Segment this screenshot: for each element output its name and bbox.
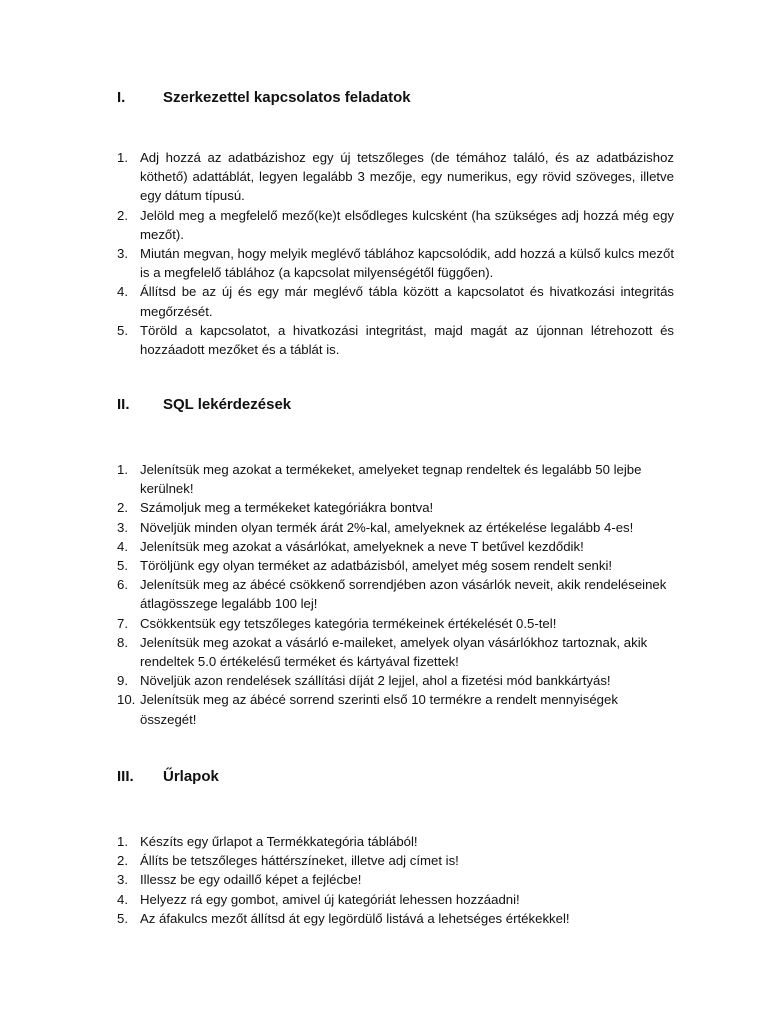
item-number: 2. <box>117 207 128 223</box>
item-text: Töröljünk egy olyan terméket az adatbázisból, amelyet még sosem rendelt senki! <box>140 558 613 574</box>
item-number: 7. <box>117 615 128 631</box>
item-text: Jelöld meg a megfelelő mező(ke)t elsődleges kulcsként (ha szükséges adj hozzá még egy mezőt). <box>140 207 674 242</box>
item-text: Töröld a kapcsolatot, a hivatkozási integritást, majd magát az újonnan létrehozott és hozzáadott mezőket és a táblát is. <box>140 322 674 358</box>
section-heading-2 <box>117 396 291 413</box>
list-item <box>117 832 674 851</box>
item-number: 4. <box>117 891 128 907</box>
item-text: Állíts be tetszőleges háttérszíneket, illetve adj címet is! <box>140 853 459 869</box>
list-item <box>117 518 674 537</box>
item-number: 4. <box>117 284 128 300</box>
list-item <box>117 870 674 889</box>
item-number: 4. <box>117 538 128 554</box>
section-title: SQL lekérdezések <box>163 396 292 413</box>
section-number: II. <box>117 396 130 413</box>
list-item <box>117 498 674 517</box>
item-text: Növeljük minden olyan termék árát 2%-kal, amelyeknek az értékelése legalább 4-es! <box>140 519 634 535</box>
item-number: 5. <box>117 558 128 574</box>
item-number: 9. <box>117 673 128 689</box>
item-text: Jelenítsük meg az ábécé sorrend szerinti első 10 termékre a rendelt mennyiségek összegét! <box>140 692 618 727</box>
item-text: Növeljük azon rendelések szállítási díját 2 lejjel, ahol a fizetési mód bankkártyás! <box>140 673 611 689</box>
task-list-3 <box>117 832 674 928</box>
item-number: 10. <box>117 692 136 708</box>
item-number: 2. <box>117 853 128 869</box>
item-text: Állítsd be az új és egy már meglévő tábla között a kapcsolatot és hivatkozási integritás megőrzését. <box>140 284 674 319</box>
list-item <box>117 890 674 909</box>
list-item <box>117 909 674 928</box>
list-item <box>117 851 674 870</box>
item-text: Készíts egy űrlapot a Termékkategória táblából! <box>140 834 418 849</box>
item-text: Miután megvan, hogy melyik meglévő táblához kapcsolódik, add hozzá a külső kulcs mezőt is a megfelelő táblához (a kapcsolat milyenségétől függően). <box>140 246 674 281</box>
list-item <box>117 537 674 556</box>
item-number: 6. <box>117 577 128 593</box>
list-item <box>117 206 674 244</box>
item-number: 1. <box>117 834 128 849</box>
section-number: III. <box>117 768 134 785</box>
list-item <box>117 148 674 206</box>
item-text: Jelenítsük meg azokat a vásárló e-maileket, amelyek olyan vásárlókhoz tartoznak, akik rendeltek 5.0 értékelésű terméket és kártyával fizettek! <box>140 634 648 670</box>
list-item <box>117 614 674 633</box>
section-heading-3 <box>117 768 219 785</box>
item-text: Illessz be egy odaillő képet a fejlécbe! <box>140 872 362 888</box>
item-number: 1. <box>117 150 128 165</box>
item-text: Csökkentsük egy tetszőleges kategória termékeinek értékelését 0.5-tel! <box>140 615 557 631</box>
item-text: Jelenítsük meg azokat a termékeket, amelyeket tegnap rendeltek és legalább 50 lejbe kerülnek! <box>140 462 642 497</box>
item-text: Adj hozzá az adatbázishoz egy új tetszőleges (de témához találó, és az adatbázishoz köthető) adattáblát, legyen legalább 3 mezője, egy numerikus, egy rövid szöveges, illetve egy dátum típusú. <box>140 150 674 204</box>
section-heading-1 <box>117 89 411 106</box>
item-text: Helyezz rá egy gombot, amivel új kategóriát lehessen hozzáadni! <box>140 891 520 907</box>
item-number: 5. <box>117 322 128 338</box>
item-number: 5. <box>117 910 128 926</box>
list-item <box>117 633 674 671</box>
list-item <box>117 460 674 498</box>
item-text: Jelenítsük meg azokat a vásárlókat, amelyeknek a neve T betűvel kezdődik! <box>140 538 584 554</box>
list-item <box>117 244 674 282</box>
task-list-2 <box>117 460 674 729</box>
list-item <box>117 321 674 359</box>
section-title: Szerkezettel kapcsolatos feladatok <box>163 89 411 106</box>
list-item <box>117 690 674 728</box>
item-number: 3. <box>117 519 128 535</box>
list-item <box>117 671 674 690</box>
item-number: 1. <box>117 462 128 477</box>
section-number: I. <box>117 89 126 106</box>
list-item <box>117 575 674 613</box>
item-text: Számoljuk meg a termékeket kategóriákra bontva! <box>140 500 434 516</box>
list-item <box>117 282 674 320</box>
item-number: 8. <box>117 634 128 650</box>
list-item <box>117 556 674 575</box>
item-number: 3. <box>117 246 128 262</box>
item-text: Jelenítsük meg az ábécé csökkenő sorrendjében azon vásárlók neveit, akik rendeléseinek átlagösszege legalább 100 lej! <box>140 577 667 612</box>
item-number: 2. <box>117 500 128 516</box>
item-number: 3. <box>117 872 128 888</box>
task-list-1 <box>117 148 674 359</box>
item-text: Az áfakulcs mezőt állítsd át egy legördülő listává a lehetséges értékekkel! <box>140 910 570 926</box>
section-title: Űrlapok <box>163 768 219 785</box>
